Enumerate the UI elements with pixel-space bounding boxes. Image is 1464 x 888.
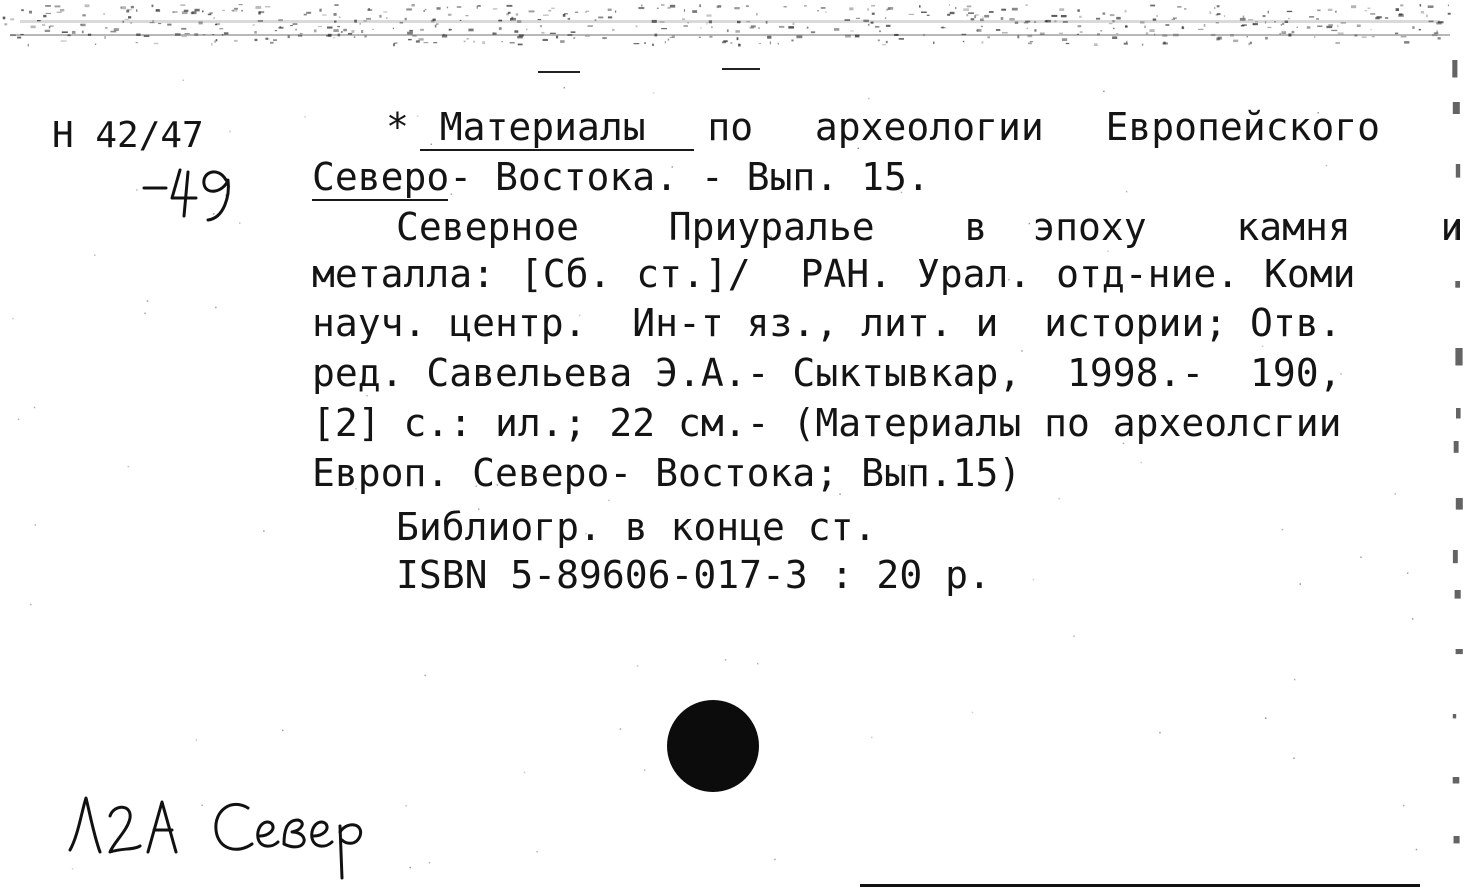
card-line-2: Северо- Востока. - Вып. 15. xyxy=(312,155,930,199)
card-line-3: Северное Приуралье в эпоху камня и xyxy=(396,205,1464,249)
card-line-5: науч. центр. Ин-т яз., лит. и истории; Отв. xyxy=(312,301,1342,345)
card-line-10: ISBN 5-89606-017-3 : 20 р. xyxy=(396,553,991,597)
punch-hole xyxy=(667,700,759,792)
title-underline-2 xyxy=(312,199,448,201)
card-line-6: ред. Савельева Э.А.- Сыктывкар, 1998.- 190, xyxy=(312,351,1342,395)
card-line-7: [2] с.: ил.; 22 см.- (Материалы по археолсгии xyxy=(312,401,1342,445)
card-line-8: Европ. Северо- Востока; Вып.15) xyxy=(312,451,1022,495)
title-underline xyxy=(420,149,694,151)
card-line-4: металла: [Сб. ст.]/ РАН. Урал. отд-ние. Коми xyxy=(312,252,1356,296)
handwritten-shelf-mark xyxy=(138,160,248,230)
shelf-mark: Н 42/47 xyxy=(52,115,204,156)
card-line-9: Библиогр. в конце ст. xyxy=(396,505,877,549)
handwritten-note xyxy=(62,786,382,886)
card-line-1: * Материалы по археологии Европейского xyxy=(386,105,1380,149)
